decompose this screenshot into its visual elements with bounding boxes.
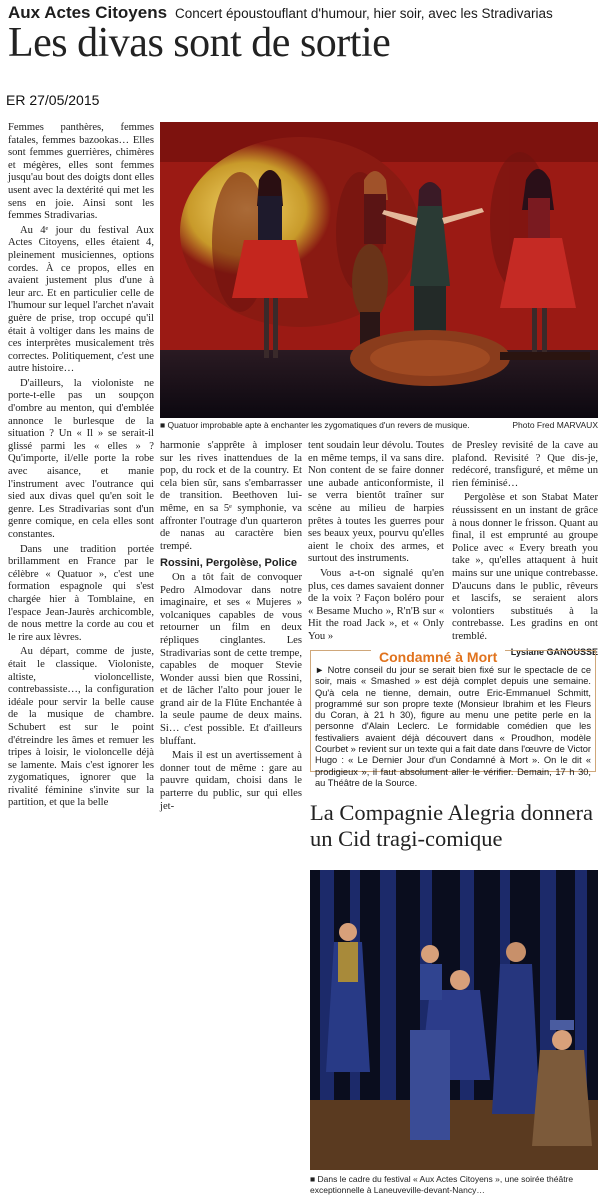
paragraph: harmonie s'apprête à imploser sur les rives inattendues de la pop, du rock et de la country. Et cela bien sûr, sans s'embarrasser de transition. Beethoven lui-même, en sa 5ᵉ symphonie, va affronter l'outrage d'un quarteron de nanas au caractère bien trempé. [160,440,302,552]
column-2 [160,440,302,815]
article2-title: La Compagnie Alegria donnera un Cid tragi-comique [310,800,594,851]
paragraph: tent soudain leur dévolu. Toutes en même temps, il va sans dire. Non content de se faire donner une aubade anticonformiste, il se verra bientôt traîner sur scène au milieu de harpies prêtes à toutes les guerres pour ses beaux yeux, pourvu qu'elles aient le choix des armes, et surtout des instruments. [308,440,444,565]
theatre-photo [310,870,598,1170]
column-3 [308,440,444,646]
paragraph: D'ailleurs, la violoniste ne porte-t-elle pas un soupçon d'ombre au menton, qui d'emblée annonce le burlesque de la situation ? Un « Il » se serait-il glissé parmi les « elles » ? Qu'importe, il/elle porte la robe avec aisance, et manie l'instrument avec l'outrance qui sied aux divas quel qu'en soit le genre. Les Stradivarias sont d'un genre comique, en cela elles sont constantes. [8,377,154,540]
photo-caption [160,420,598,430]
article2-caption [310,1174,596,1196]
photo-credit: Photo Fred MARVAUX [512,420,598,430]
paragraph: Vous a-t-on signalé qu'en plus, ces dames savaient donner de la voix ? Façon boléro pour « Besame Mucho », R'n'B sur « Hit the road Jack », et « Only You » [308,567,444,642]
column-1 [8,122,154,812]
caption-bullet-icon: ■ [310,1174,318,1184]
byline: Lysiane GANOUSSE [510,646,598,657]
caption-bullet-icon: ■ [160,420,168,430]
concert-photo [160,122,598,418]
paragraph: Dans une tradition portée brillamment en France par le célèbre « Quatuor », c'est une formation espagnole qui s'est chargée hier à Tomblaine, en l'espace Jean-Jaurès archicomble, de nous mettre la corde au cou et le rire aux lèvres. [8,543,154,643]
paragraph: Pergolèse et son Stabat Mater réussissent en un instant de grâce à nous donner le frisson. Quant au final, il est emprunté au groupe Police avec « Every breath you take », qu'elles attaquent à huit mains sur une unique contrebasse. D'aucuns dans le public, rêveurs et lascifs, se seraient alors volontiers substitués à la contrebasse. Les gradins en ont tremblé. [452,492,598,642]
subheading: Rossini, Pergolèse, Police [160,557,297,570]
caption-text: Dans le cadre du festival « Aux Actes Citoyens », une soirée théâtre exceptionnelle à Laneuveville-devant-Nancy… [310,1174,574,1195]
box-title: Condamné à Mort [371,649,505,665]
paragraph: Mais il est un avertissement à donner tout de même : gare au pauvre quidam, choisi dans le parterre du public, sur qui elles jet- [160,750,302,812]
paragraph: On a tôt fait de convoquer Pedro Almodovar dans notre imaginaire, et ses « Mujeres » volcaniques capables de vous retourner un film en deux répliques cinglantes. Les Stradivarias sont de cette trempe, capables de moquer Stevie Wonder aussi bien que Rossini, et de lâcher l'alto pour jouer le grand air de la Flûte Enchantée à la seule paume de deux mains. Si… c'est possible. Et d'ailleurs bluffant. [160,571,302,747]
caption-text: Quatuor improbable apte à enchanter les zygomatiques d'un revers de musique. [167,420,470,430]
section-label: Aux Actes Citoyens [8,3,168,22]
column-4 [452,440,598,658]
kicker-tagline: Concert époustouflant d'humour, hier soir, avec les Stradivarias [175,6,553,21]
sidebar-box [310,649,596,788]
paragraph: Au 4ᵉ jour du festival Aux Actes Citoyens, elles étaient 4, pleinement musiciennes, options cordes. À ce propos, elles en avaient justement plus d'une à leur arc. Et en particulier celle de l'humour sur lequel l'archet n'avait guère de prise, trop occupé qu'il était à voltiger dans les mains de ces interprètes musicalement très correctes. Politiquement, c'est une autre histoire… [8,224,154,375]
dateline: ER 27/05/2015 [6,92,100,108]
box-text: ► Notre conseil du jour se serait bien fixé sur le spectacle de ce soir, mais « Smashed » est déjà complet depuis une semaine. Qu'à cela ne tienne, demain, outre Eric-Emmanuel Schmitt, programmé sur son propre texte (Monsieur Ibrahim et les Fleurs du Coran, à 21 h 30), figure au menu une petite perle en la personne d'Alain Leclerc. Le formidable comédien que les festivaliers avaient déjà découvert dans « Proudhon, modèle Courbet » revient sur un texte qui a fait date dans l'œuvre de Victor Hugo : « Le Dernier Jour d'un Condamné à Mort ». On le dit « prodigieux », il faut absolument aller le vérifier. Demain, 17 h 30, au Théâtre de la Source. [315,665,592,788]
paragraph: Femmes panthères, femmes fatales, femmes bazookas… Elles sont femmes guerrières, chimères et mégères, elles sont femmes jusqu'au bout des doigts dont elles usent avec la dextérité qui met les sens en joie. Ainsi sont les femmes Stradivarias. [8,122,154,222]
headline: Les divas sont de sortie [8,20,391,66]
paragraph: de Presley revisité de la cave au plafond. Revisité ? Que dis-je, redécoré, transfiguré, et même un rien féminisé… [452,440,598,489]
paragraph: Au départ, comme de juste, était le classique. Violoniste, altiste, violoncelliste, contrebassiste…, la configuration idéale pour servir la belle cause de la musique de chambre. Schubert est sur le point d'étreindre les âmes et remuer les tripes à loisir, le violoncelle déjà se lamente. Mais c'est ignorer les zygomatiques, ignorer que la rivalité féminine s'invite sur la partition, et que la belle [8,646,154,809]
